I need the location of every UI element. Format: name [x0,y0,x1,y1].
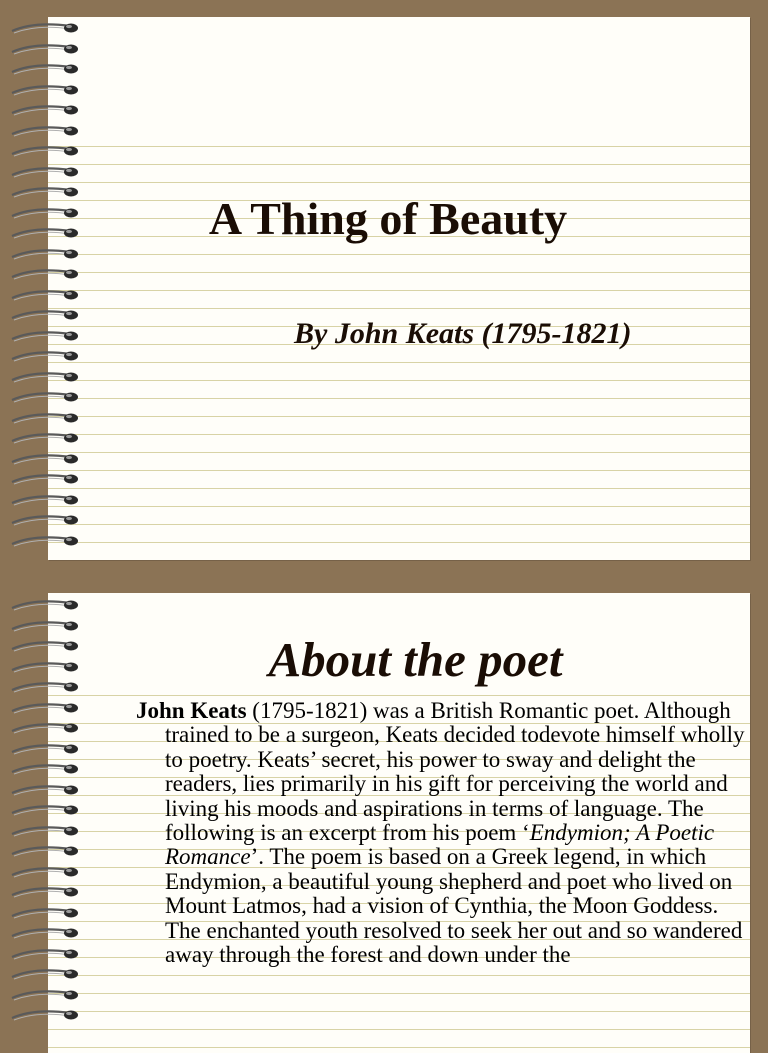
slide-header-band [48,17,750,129]
paragraph-text-part2: ’. The poem is based on a Greek legend, in which Endymion, a beautiful young shepherd and poet who lived on Mount Latmos, had a vision of Cynthia, the Moon Goddess. The enchanted youth resolved to seek her out and so wandered away through the forest and down under the [165,844,743,968]
slide-title-page [48,17,750,560]
poem-author-subtitle: By John Keats (1795-1821) [294,317,632,350]
poem-title: A Thing of Beauty [208,193,568,244]
poet-name: John Keats [136,698,247,723]
about-poet-heading: About the poet [268,632,563,687]
poem-title-reference: Endymion; A Poetic Romance [165,820,715,870]
paragraph-text-part1: (1795-1821) was a British Romantic poet. Although trained to be a surgeon, Keats decided todevote himself wholly to poetry. Keats’ secret, his power to sway and delight the readers, lies primarily in his gift for perceiving the world and living his moods and aspirations in terms of language. The following is an excerpt from his poem ‘ [165,698,745,846]
about-poet-paragraph [136,699,745,967]
slide-about-poet [48,593,750,1053]
